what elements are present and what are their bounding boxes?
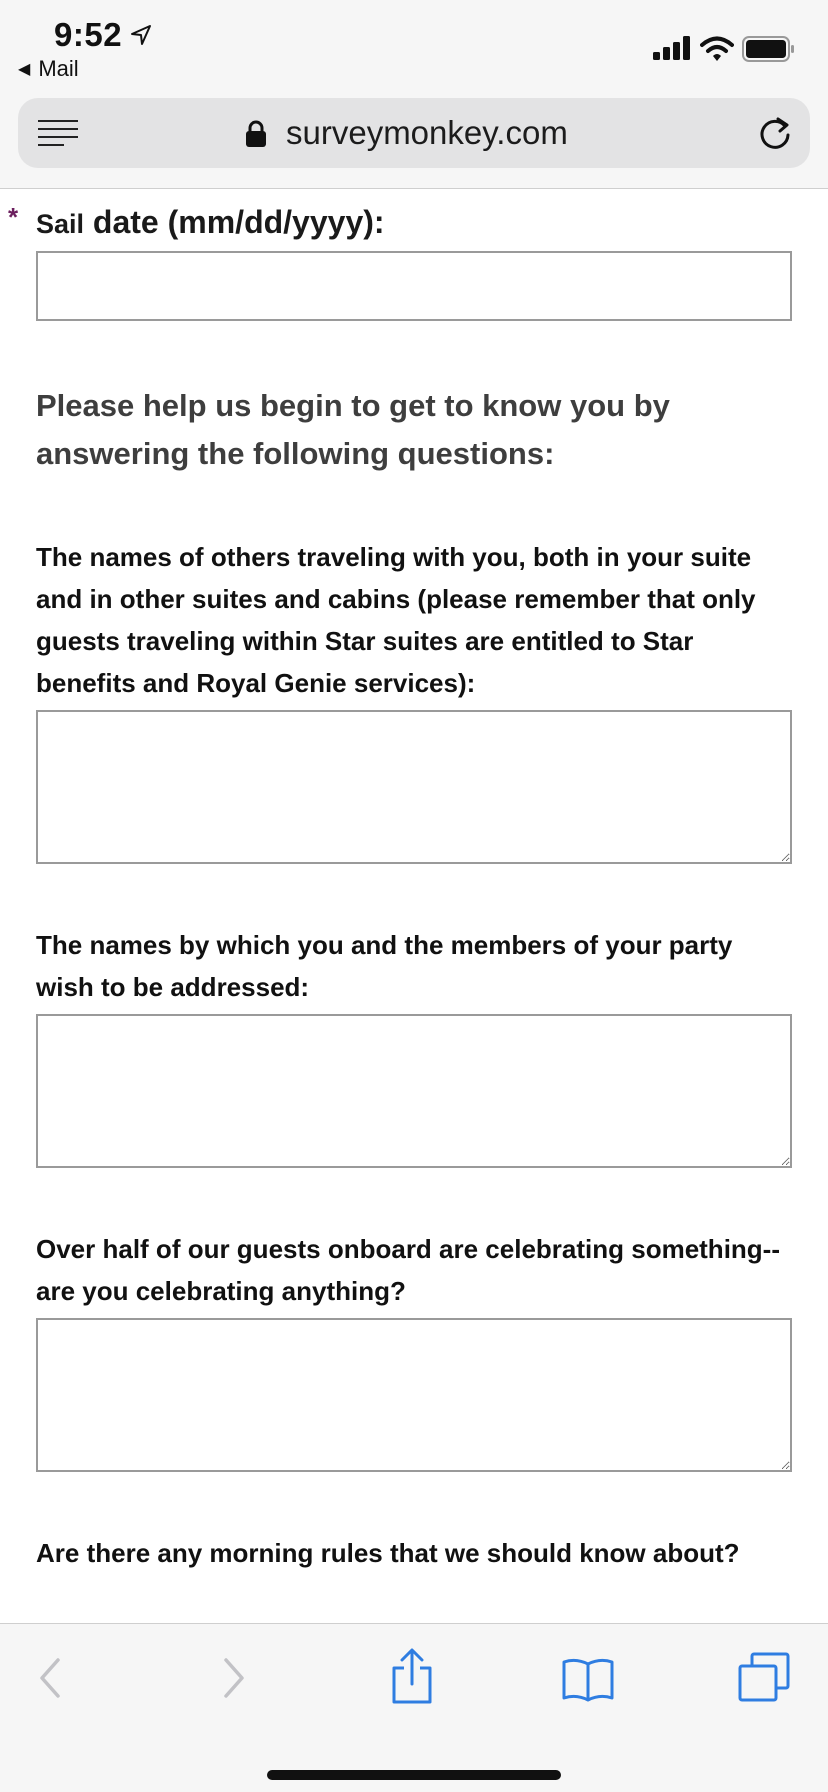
lock-icon — [246, 120, 266, 148]
reload-icon[interactable] — [758, 116, 792, 150]
cellular-signal-icon — [653, 36, 691, 60]
browser-toolbar — [0, 1623, 828, 1792]
sail-date-label-rest: date (mm/dd/yyyy): — [84, 204, 385, 240]
back-icon[interactable] — [36, 1656, 64, 1700]
reader-view-icon[interactable] — [38, 118, 80, 148]
celebrating-textarea[interactable] — [36, 1318, 792, 1472]
sail-date-input[interactable] — [36, 251, 792, 321]
browser-nav-area — [0, 90, 828, 189]
back-triangle-icon: ◀ — [18, 61, 31, 78]
other-travelers-textarea[interactable] — [36, 710, 792, 864]
location-arrow-icon — [130, 24, 152, 46]
intro-heading: Please help us begin to get to know you by answering the following questions: — [36, 388, 670, 471]
status-time: 9:52 — [54, 16, 123, 53]
wifi-icon — [700, 36, 734, 62]
survey-page — [0, 190, 828, 1622]
sail-date-label-prefix: Sail — [36, 209, 85, 239]
sail-date-label — [36, 204, 385, 241]
url-text[interactable]: surveymonkey.com — [286, 114, 568, 151]
home-indicator — [267, 1770, 561, 1780]
tabs-icon[interactable] — [738, 1652, 790, 1702]
back-to-app-button[interactable] — [18, 56, 79, 82]
battery-icon — [742, 36, 796, 62]
share-icon[interactable] — [390, 1648, 434, 1704]
question-celebrating-label: Over half of our guests onboard are celebrating something--are you celebrating anything? — [36, 1234, 780, 1306]
required-asterisk: * — [8, 202, 19, 232]
question-other-travelers-label: The names of others traveling with you, both in your suite and in other suites and cabins (please remember that only guests traveling within Star suites are entitled to Star benefits and Royal Genie services): — [36, 542, 756, 698]
forward-icon[interactable] — [220, 1656, 248, 1700]
address-bar[interactable] — [18, 98, 810, 168]
question-morning-rules-label: Are there any morning rules that we should know about? — [36, 1538, 740, 1568]
bookmarks-icon[interactable] — [562, 1656, 614, 1702]
names-addressed-textarea[interactable] — [36, 1014, 792, 1168]
status-bar — [0, 0, 828, 90]
question-names-addressed-label: The names by which you and the members of your party wish to be addressed: — [36, 930, 733, 1002]
back-app-label: Mail — [38, 56, 79, 81]
